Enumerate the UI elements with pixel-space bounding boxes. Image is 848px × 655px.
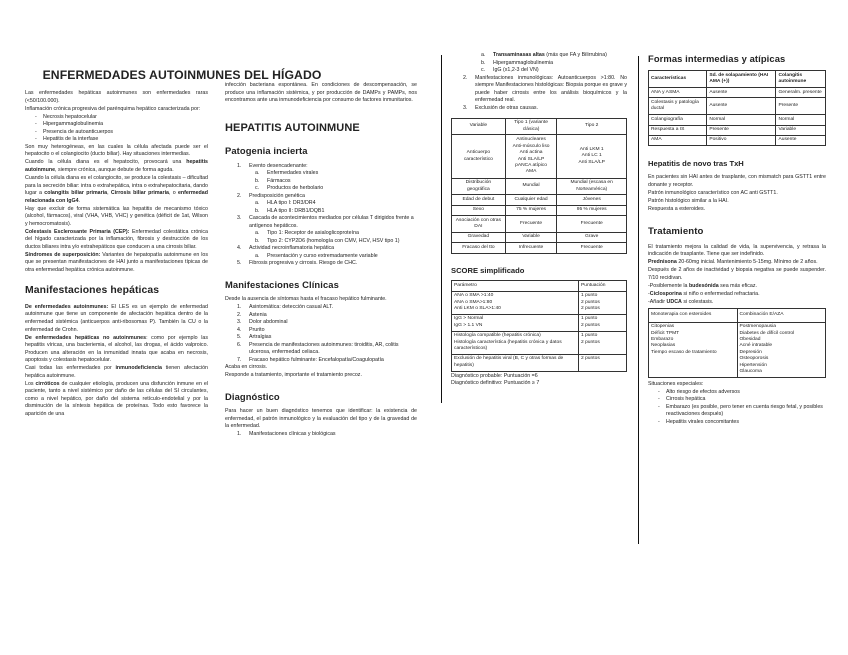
bold-term: UDCA xyxy=(666,298,682,305)
list-number: 1. xyxy=(237,304,242,311)
list-item: Depresión xyxy=(739,349,762,355)
list-item: - Hepatitis de la interfase xyxy=(25,136,208,144)
list-item xyxy=(237,163,417,171)
table-row xyxy=(452,178,627,195)
list-item: - Embarazo (es posible, pero tener en cuenta riesgo fetal, y posibles reactivaciones después) xyxy=(648,404,826,419)
table-cell: IgG > Normal IgG > 1.1 VN xyxy=(452,314,579,331)
list-item xyxy=(237,319,417,327)
table-cell: Normal xyxy=(776,115,826,125)
table-header-cell: Características xyxy=(649,71,707,88)
table-header-row xyxy=(452,118,627,135)
list-item xyxy=(255,185,417,193)
list-item: Déficit TPMT xyxy=(651,330,680,336)
table-row xyxy=(452,195,627,205)
text: : como por ejemplo las hepatitis víricas, una bacteriemia, el alcohol, las drogas, el ácido valproico. Producen una alteración en la inmunidad innata que acaba en necrosis, apoptosis y colestasis hepatocelular. xyxy=(25,334,208,364)
pathogenesis-list xyxy=(225,163,417,268)
list-item: - Presencia de autoanticuerpos xyxy=(25,129,208,137)
table-cell: 75 % mujeres xyxy=(505,205,557,215)
text: Evento desencadenante: xyxy=(249,162,308,169)
table-cell: Variable xyxy=(776,125,826,135)
table-row xyxy=(452,232,627,242)
paragraph: Respuesta a esteroides. xyxy=(648,205,706,212)
text: Artralgias xyxy=(249,334,272,341)
list-item: Obesidad xyxy=(739,337,761,343)
column-divider xyxy=(441,55,442,403)
list-letter: a. xyxy=(481,52,486,58)
table-header-row xyxy=(649,309,826,322)
list-item: - Hepatitis virales concomitantes xyxy=(648,419,826,427)
list-item xyxy=(237,431,417,439)
special-situations-list xyxy=(648,389,826,427)
list-number: 5. xyxy=(237,334,242,341)
bold-term: budesónida xyxy=(688,282,719,289)
text: Dolor abdominal xyxy=(249,319,288,326)
text: Tipo 1: Receptor de asialoglicoproteína xyxy=(267,230,359,237)
list-item: Hipertensión xyxy=(739,362,767,368)
text: -Añadir xyxy=(648,298,667,305)
text: Actividad necroinflamatoria hepática xyxy=(249,245,335,252)
list-item xyxy=(237,327,417,335)
table-row xyxy=(452,291,627,314)
list-number: 2. xyxy=(463,74,468,81)
list-number: 3. xyxy=(237,215,242,222)
table-row xyxy=(649,322,826,377)
paragraph: Patrón histológico similar a la HAI. xyxy=(648,197,729,204)
table-cell: Ausente xyxy=(776,135,826,145)
table-row xyxy=(649,98,826,115)
paragraph xyxy=(648,299,826,307)
table-row xyxy=(452,205,627,215)
list-number: 4. xyxy=(237,245,242,252)
text: (más que FA y Bilirrubina) xyxy=(544,52,607,58)
text: Productos de herbolario xyxy=(267,185,324,192)
paragraph: Inflamación crónica progresiva del parénquima hepático caracterizada por: xyxy=(25,105,201,112)
bold-term: Síndromes de superposición: xyxy=(25,251,101,258)
table-cell: Cualquier edad xyxy=(505,195,557,205)
table-body xyxy=(649,88,826,146)
table-cell: Anti LKM 1 Anti LC 1 Anti SLA/LP xyxy=(557,135,627,178)
list-item xyxy=(237,260,417,268)
list-number: 7. xyxy=(237,356,242,363)
table-cell: Asociación con otras DAI xyxy=(452,216,506,233)
text: Exclusión de otras causas. xyxy=(475,105,539,112)
text: El LES es un ejemplo de enfermedad autoinmune que tiene un componente de afectación hepática dentro de la enfermedad sistémica (anticuerpos anti-ribosomas P). También la CU o la enfermedad de Crohn. xyxy=(25,303,208,333)
list-number: 6. xyxy=(237,341,242,348)
bold-term: colangitis biliar primaria xyxy=(44,190,108,197)
text: Variantes de hepatopatía autoinmune en los que se presentan manifestaciones de HAI junto a manifestaciones típicas de otra enfermedad hepática crónica autoinmune. xyxy=(25,251,208,273)
text: Enfermedades virales xyxy=(267,170,319,177)
table-cell: 1 punto 2 puntos 2 puntos xyxy=(579,291,627,314)
table-cell: Anticuerpo característico xyxy=(452,135,506,178)
text: 20-60mg inicial. Mantenimiento 5-15mg. Mínimo de 2 años. xyxy=(676,259,818,266)
table-cell: 1 punto 2 puntos xyxy=(579,331,627,354)
text: Prurito xyxy=(249,326,265,333)
list-item xyxy=(481,67,627,75)
table-header-cell: Monoterapia con esteroides xyxy=(649,309,738,322)
table-cell: Positivo xyxy=(707,135,776,145)
text: si colestasis. xyxy=(681,298,714,305)
table-cell: Histología compatible (hepatitis crónica) Histología característica (hepatitis crónica y datos característicos) xyxy=(452,331,579,354)
paragraph xyxy=(648,259,826,267)
table-cell: Distribución geográfica xyxy=(452,178,506,195)
table-row xyxy=(452,216,627,233)
section-heading-score: SCORE simplificado xyxy=(451,265,525,275)
table-cell: 95 % mujeres xyxy=(557,205,627,215)
table-cell: Frecuente xyxy=(557,216,627,233)
paragraph: Patrón inmunológico característico con AC anti GSTT1. xyxy=(648,189,778,196)
table-header-cell: Colangitis autoinmune xyxy=(776,71,826,88)
paragraph xyxy=(25,365,208,380)
table-cell: Sexo xyxy=(452,205,506,215)
table-row xyxy=(452,314,627,331)
forms-table xyxy=(648,70,826,146)
bold-term: Ciclosporina xyxy=(649,290,682,297)
table-cell: Edad de debut xyxy=(452,195,506,205)
list-letter: b. xyxy=(255,237,260,244)
table-cell: 2 puntos xyxy=(579,354,627,371)
list-item: Neoplasias xyxy=(651,343,676,349)
list-item xyxy=(255,230,417,238)
paragraph: Son muy heterogéneas, en las cuales la célula afectada puede ser el hepatocito o el colangiocito (ducto biliar). Hay situaciones intermedias. xyxy=(25,143,208,158)
paragraph xyxy=(25,229,208,252)
list-item xyxy=(237,193,417,201)
list-item xyxy=(255,238,417,246)
list-letter: b. xyxy=(255,177,260,184)
text: - xyxy=(648,290,650,297)
score-table xyxy=(451,280,627,371)
table-cell: Grave xyxy=(557,232,627,242)
bold-term: Prednisona xyxy=(648,259,677,266)
table-header-row xyxy=(452,281,627,291)
paragraph xyxy=(25,175,208,205)
list-item xyxy=(237,312,417,320)
table-row xyxy=(452,354,627,371)
feature-list xyxy=(25,114,208,144)
table-header-cell: Combinación E/AZA xyxy=(737,309,826,322)
list-item xyxy=(463,75,627,105)
list-item: - Necrosis hepatocelular xyxy=(25,114,208,122)
list-number: 2. xyxy=(237,311,242,318)
list-item: Postmenopausia xyxy=(739,324,776,330)
paragraph: infección bacteriana espontánea. En condiciones de descompensación, se produce una inflamación sistémica, y por producción de DAMPs y PAMPs, nos encontramos ante una inmunodeficiencia por consumo de factores inmunitarios. xyxy=(225,82,417,104)
column-3 xyxy=(451,52,627,388)
score-definitive: Diagnóstico definitivo: Puntuación ≥ 7 xyxy=(451,380,540,387)
list-item: Tiempo escaso de tratamiento xyxy=(651,349,717,355)
table-header-cell: Variable xyxy=(452,118,506,135)
table-cell: Variable xyxy=(505,232,557,242)
list-letter: c. xyxy=(255,185,260,192)
list-number: 5. xyxy=(237,260,242,267)
table-cell: Colangiografía xyxy=(649,115,707,125)
bold-term: Cirrosis biliar primaria xyxy=(110,190,169,197)
list-item: - Hipergammaglobulinemia xyxy=(25,121,208,129)
text: , o xyxy=(168,190,178,197)
text: Presentación y curso extremadamente variable xyxy=(267,252,378,259)
list-number: 1. xyxy=(237,162,242,169)
section-heading-patogenia: Patogenia incierta xyxy=(225,145,308,157)
text: Cuando la célula diana es el colangiocito, se produce la colestasis – dificultad para la secreción biliar: intra o extrahepática, intra o extrahepatocitaria, dando lugar a xyxy=(25,175,208,197)
table-cell: Frecuente xyxy=(557,243,627,253)
table-cell: Mundial xyxy=(505,178,557,195)
list-number: 2. xyxy=(237,192,242,199)
text: Astenia xyxy=(249,311,267,318)
table-cell: Presente xyxy=(776,98,826,115)
bold-term: De enfermedades hepáticas no autoinmunes xyxy=(25,334,147,341)
list-letter: a. xyxy=(255,252,260,259)
paragraph: Hay que excluir de forma sistemática las hepatitis de mecanismo tóxico (alcohol, fármacos), viral (VHA, VHB, VHC) y genética (déficit de 1at, Wilson y hemocromatosis). xyxy=(25,205,208,227)
table-cell: Jóvenes xyxy=(557,195,627,205)
list-item xyxy=(237,342,417,357)
table-cell: Ausente xyxy=(707,88,776,98)
table-cell: 1 punto 2 puntos xyxy=(579,314,627,331)
text: Presencia de manifestaciones autoinmunes: tiroiditis, AR, colitis ulcerosa, enfermedad celiaca. xyxy=(249,341,399,356)
table-cell: Exclusión de hepatitis viral (B, C y otras formas de hepatitis) xyxy=(452,354,579,371)
text: sea más eficaz. xyxy=(718,282,757,289)
table-cell: Colestasis y patología ductal xyxy=(649,98,707,115)
column-4 xyxy=(648,52,826,426)
list-item: Acné intratable xyxy=(739,343,773,349)
paragraph: Responde a tratamiento, importante el tratamiento precoz. xyxy=(225,372,362,379)
paragraph: Después de 2 años de inactividad y biopsia negativa se puede suspender. 7/10 recidivan. xyxy=(648,267,826,281)
section-heading-tratamiento: Tratamiento xyxy=(648,226,704,238)
table-cell: Ausente xyxy=(707,98,776,115)
table-header-cell: Tipo 1 (variante clásica) xyxy=(505,118,557,135)
table-cell xyxy=(649,322,738,377)
table-cell: ANA y ASMA xyxy=(649,88,707,98)
table-cell: Respuesta a IS xyxy=(649,125,707,135)
section-heading-manifestaciones-clinicas: Manifestaciones Clínicas xyxy=(225,278,339,290)
section-heading-formas: Formas intermedias y atípicas xyxy=(648,53,786,64)
bold-term: enfermedad relacionada con IgG4 xyxy=(25,190,208,204)
text: Fármacos xyxy=(267,177,291,184)
text: Cascada de acontecimientos mediados por células T dirigidos frente a antígenos hepáticos. xyxy=(249,215,414,229)
text: Manifestaciones clínicas y biológicas xyxy=(249,431,336,438)
text: Predisposición genética xyxy=(249,192,305,199)
text: IgG (x1,2-3 del VN) xyxy=(493,67,539,74)
text: Manifestaciones inmunológicas: Autoanticuerpos >1:80. No siempre Manifestaciones histológicas: Biopsia porque es grave y puede haber cirrosis entre los análisis bioquímicos y la enfermedad real. xyxy=(475,74,627,104)
column-2 xyxy=(225,82,417,439)
list-letter: b. xyxy=(255,207,260,214)
list-letter: a. xyxy=(255,170,260,177)
table-header-cell: Sd. de solapamiento (HAI AMA (+)) xyxy=(707,71,776,88)
table-row xyxy=(649,125,826,135)
bold-term: inmunodeficiencia xyxy=(115,365,162,372)
list-item xyxy=(481,60,627,68)
text: Cuando la célula diana es el hepatocito, provocará una xyxy=(25,159,187,166)
text: , xyxy=(107,190,111,197)
paragraph xyxy=(25,252,208,275)
paragraph xyxy=(25,159,208,174)
variants-table xyxy=(451,118,627,254)
paragraph: Para hacer un buen diagnóstico tenemos que identificar: la existencia de enfermedad, el patrón inmunológico y la evaluación del tipo y de la gravedad de la enfermedad. xyxy=(225,408,417,430)
list-item xyxy=(255,170,417,178)
section-heading-diagnostico: Diagnóstico xyxy=(225,390,280,402)
list-number: 1. xyxy=(237,431,242,438)
paragraph xyxy=(648,291,826,299)
table-row xyxy=(452,243,627,253)
list-item xyxy=(237,304,417,312)
list-item: Glaucoma xyxy=(739,368,762,374)
list-item xyxy=(237,245,417,253)
list-item xyxy=(255,178,417,186)
table-header-cell: Puntuación xyxy=(579,281,627,291)
table-cell: Normal xyxy=(707,115,776,125)
paragraph xyxy=(25,381,208,419)
bold-term: cirróticos xyxy=(35,380,60,387)
paragraph: Las enfermedades hepáticas autoinmunes son enfermedades raras (<50/100.000). xyxy=(25,90,208,104)
list-item xyxy=(255,253,417,261)
list-number: 4. xyxy=(237,326,242,333)
paragraph xyxy=(25,304,208,334)
list-number: 3. xyxy=(237,319,242,326)
column-divider xyxy=(638,56,639,544)
list-item xyxy=(237,215,417,230)
list-letter: b. xyxy=(481,59,486,66)
score-probable: Diagnóstico probable: Puntuación =6 xyxy=(451,372,538,379)
text: . xyxy=(78,197,81,204)
table-body xyxy=(452,135,627,253)
table-cell: Generalm. presente xyxy=(776,88,826,98)
text: Tipo 2: CYP2D6 (homología con CMV, HCV, HSV tipo 1) xyxy=(267,237,400,244)
paragraph xyxy=(25,335,208,365)
text: HLA tipo II: DRB1/DQB1 xyxy=(267,207,325,214)
novo-paragraphs xyxy=(648,174,826,213)
paragraph: Desde la ausencia de síntomas hasta el fracaso hepático fulminante. xyxy=(225,296,387,303)
list-letter: a. xyxy=(255,200,260,207)
table-cell: Antinucleares Anti-músculo liso Anti actina Anti SLA/LP pANCA atípico AMA xyxy=(505,135,557,178)
table-cell: AMA xyxy=(649,135,707,145)
text: Enfermedad colestática crónica del hígado caracterizada por la inflamación, fibrosis y destrucción de los ductos biliares intra y/o extrahepáticos que conducen a una cirrosis biliar. xyxy=(25,228,208,250)
page-title: ENFERMEDADES AUTOINMUNES DEL HÍGADO xyxy=(42,68,322,82)
text: Casi todas las enfermedades por xyxy=(25,365,116,372)
list-number: 3. xyxy=(463,105,468,112)
table-header-cell: Tipo 2 xyxy=(557,118,627,135)
text: Hipergammaglobulinemia xyxy=(493,59,554,66)
text: Asintomática: detección casual ALT. xyxy=(249,304,334,311)
paragraph: Situaciones especiales: xyxy=(648,380,704,387)
text: Los xyxy=(25,380,36,387)
text: HLA tipo I: DR3/DR4 xyxy=(267,200,316,207)
text: Fracaso hepático fulminante: Encefalopatía/Coagulopatía xyxy=(249,356,384,363)
section-heading-novo: Hepatitis de novo tras TxH xyxy=(648,159,744,169)
list-letter: c. xyxy=(481,67,486,74)
section-heading-manifestaciones-hepaticas: Manifestaciones hepáticas xyxy=(25,285,160,297)
table-cell: ANA o SMA >1:40 ANA o SMA>1:80 Anti LKM o SLA>1:40 xyxy=(452,291,579,314)
table-row xyxy=(649,88,826,98)
table-cell: Gravedad xyxy=(452,232,506,242)
list-item: Diabetes de difícil control xyxy=(739,330,795,336)
table-cell: Mundial (escasa en Norteamérica) xyxy=(557,178,627,195)
list-item: Embarazo xyxy=(651,337,674,343)
list-item xyxy=(481,52,627,60)
paragraph: Acaba en cirrosis. xyxy=(225,364,268,371)
bold-term: hepatitis autoinmune xyxy=(25,159,208,173)
text: , siempre crónica, aunque debute de forma aguda. xyxy=(55,166,174,173)
paragraph: El tratamiento mejora la calidad de vida, la supervivencia, y retrasa la indicación de trasplante. Tiene que ser indefinido. xyxy=(648,243,826,258)
text: -Posiblemente la xyxy=(648,282,689,289)
text: tienen afectación hepática autoinmune. xyxy=(25,365,208,379)
section-heading-hepatitis-autoinmune: HEPATITIS AUTOINMUNE xyxy=(225,121,360,134)
clinical-list xyxy=(225,304,417,364)
table-row xyxy=(452,135,627,178)
list-item xyxy=(237,357,417,365)
table-body xyxy=(452,291,627,371)
table-cell xyxy=(737,322,826,377)
list-letter: a. xyxy=(255,230,260,237)
list-item: - Alto riesgo de efectos adversos xyxy=(648,389,826,397)
treatment-table xyxy=(648,308,826,377)
table-header-cell: Parámetro xyxy=(452,281,579,291)
list-item: Osteoporosis xyxy=(739,356,769,362)
list-item xyxy=(255,208,417,216)
paragraph: En pacientes sin HAI antes de trasplante, con mismatch para GSTT1 entre donante y receptor. xyxy=(648,174,826,188)
bold-term: Colestasis Esclerosante Primaria (CEP): xyxy=(25,228,130,235)
text: Fibrosis progresiva y cirrosis. Riesgo de CHC. xyxy=(249,260,358,267)
table-header-row xyxy=(649,71,826,88)
text: si niño o enfermedad refractaria. xyxy=(681,290,760,297)
list-item: Citopenias xyxy=(651,324,675,330)
list-item xyxy=(237,334,417,342)
table-row xyxy=(452,331,627,354)
bold-term: De enfermedades autoinmunes: xyxy=(25,303,109,310)
list-item xyxy=(463,105,627,113)
bold-term: Transaminasas altas xyxy=(493,52,545,58)
paragraph xyxy=(648,283,826,291)
list-item xyxy=(255,200,417,208)
table-cell: Fracaso del tto xyxy=(452,243,506,253)
table-row xyxy=(649,135,826,145)
list-item: - Cirrosis hepática xyxy=(648,396,826,404)
table-cell: Infrecuente xyxy=(505,243,557,253)
text: de cualquier etiología, producen una disfunción inmune en el paciente, tanto a nivel sistémico por daño de las células del SI circulantes, como a nivel hepático, por daño del sistema retículo-endotelial y por la disminución de la síntesis hepática de proteínas. Todo esto favorece la aparición de una xyxy=(25,380,208,417)
table-cell: Presente xyxy=(707,125,776,135)
table-cell: Frecuente xyxy=(505,216,557,233)
table-row xyxy=(649,115,826,125)
